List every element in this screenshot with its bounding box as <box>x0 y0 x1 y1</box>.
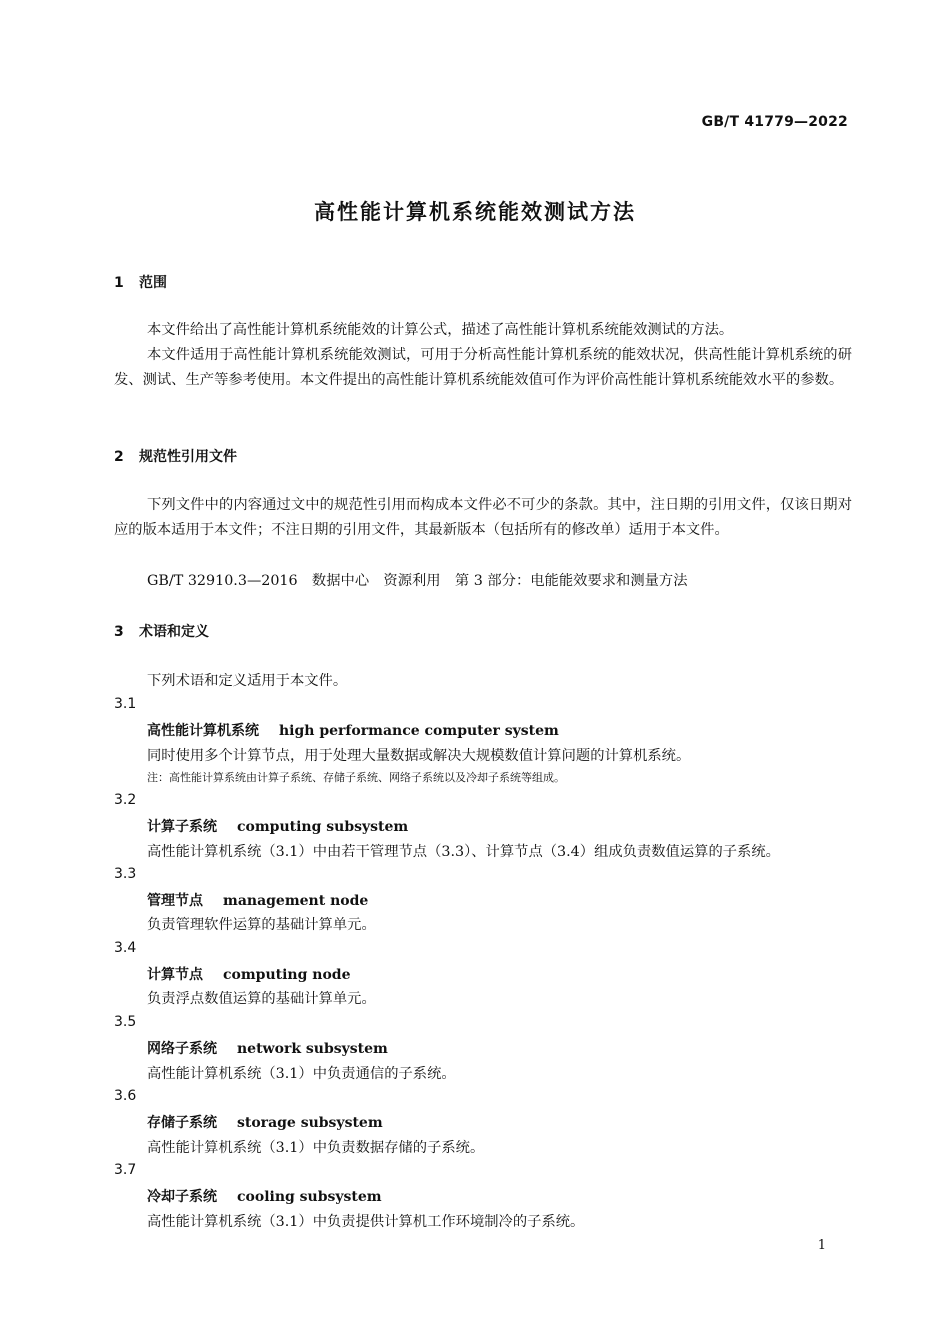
document-title: 高性能计算机系统能效测试方法 <box>314 200 636 224</box>
term-definition: 高性能计算机系统（3.1）中负责提供计算机工作环境制冷的子系统。 <box>147 1214 585 1230</box>
term-definition: 同时使用多个计算节点，用于处理大量数据或解决大规模数值计算问题的计算机系统。 <box>147 748 691 764</box>
term-english: cooling subsystem <box>237 1189 382 1205</box>
term-english: network subsystem <box>237 1041 388 1057</box>
section-title: 术语和定义 <box>139 624 209 640</box>
section-title: 规范性引用文件 <box>139 449 237 465</box>
section-title: 范围 <box>139 275 167 291</box>
section-1-heading <box>114 272 167 292</box>
section-number: 2 <box>114 449 124 465</box>
term-number: 3.7 <box>114 1162 137 1178</box>
page-number: 1 <box>817 1238 826 1253</box>
term-number: 3.4 <box>114 940 137 956</box>
term-note: 注：高性能计算系统由计算子系统、存储子系统、网络子系统以及冷却子系统等组成。 <box>147 771 565 784</box>
term-english: computing subsystem <box>237 819 409 835</box>
term-heading <box>147 1038 388 1058</box>
reference-entry: GB/T 32910.3—2016 数据中心 资源利用 第 3 部分：电能能效要求和测量方法 <box>147 573 688 589</box>
term-english: management node <box>223 893 369 909</box>
references-paragraph: 下列文件中的内容通过文中的规范性引用而构成本文件必不可少的条款。其中，注日期的引用文件，仅该日期对应的版本适用于本文件；不注日期的引用文件，其最新版本（包括所有的修改单）适用于本文件。 <box>114 497 852 538</box>
section-number: 3 <box>114 624 124 640</box>
section-number: 1 <box>114 275 124 291</box>
scope-paragraph-1: 本文件给出了高性能计算机系统能效的计算公式，描述了高性能计算机系统能效测试的方法。 <box>147 322 734 338</box>
term-chinese: 计算节点 <box>147 967 203 983</box>
term-english: storage subsystem <box>237 1115 383 1131</box>
section-3-heading <box>114 621 209 641</box>
term-definition: 高性能计算机系统（3.1）中负责通信的子系统。 <box>147 1066 456 1082</box>
term-chinese: 计算子系统 <box>147 819 217 835</box>
term-english: computing node <box>223 967 351 983</box>
scope-paragraph-2: 本文件适用于高性能计算机系统能效测试，可用于分析高性能计算机系统的能效状况，供高性能计算机系统的研发、测试、生产等参考使用。本文件提出的高性能计算机系统能效值可作为评价高性能计算机系统能效水平的参数。 <box>114 347 852 388</box>
section-2-heading <box>114 446 237 466</box>
standard-number: GB/T 41779—2022 <box>701 114 848 130</box>
term-number: 3.3 <box>114 866 137 882</box>
term-chinese: 网络子系统 <box>147 1041 217 1057</box>
term-heading <box>147 890 368 910</box>
term-heading <box>147 964 350 984</box>
term-definition: 高性能计算机系统（3.1）中由若干管理节点（3.3）、计算节点（3.4）组成负责数值运算的子系统。 <box>147 844 780 860</box>
term-chinese: 存储子系统 <box>147 1115 217 1131</box>
term-definition: 负责管理软件运算的基础计算单元。 <box>147 917 376 933</box>
term-chinese: 管理节点 <box>147 893 203 909</box>
term-heading <box>147 720 559 740</box>
term-number: 3.1 <box>114 696 137 712</box>
term-number: 3.5 <box>114 1014 137 1030</box>
term-definition: 负责浮点数值运算的基础计算单元。 <box>147 991 376 1007</box>
term-chinese: 高性能计算机系统 <box>147 723 259 739</box>
terms-intro: 下列术语和定义适用于本文件。 <box>147 673 348 689</box>
term-english: high performance computer system <box>279 723 559 739</box>
term-definition: 高性能计算机系统（3.1）中负责数据存储的子系统。 <box>147 1140 485 1156</box>
term-heading <box>147 1186 382 1206</box>
term-heading <box>147 816 408 836</box>
term-chinese: 冷却子系统 <box>147 1189 217 1205</box>
term-number: 3.6 <box>114 1088 137 1104</box>
term-number: 3.2 <box>114 792 137 808</box>
term-heading <box>147 1112 383 1132</box>
